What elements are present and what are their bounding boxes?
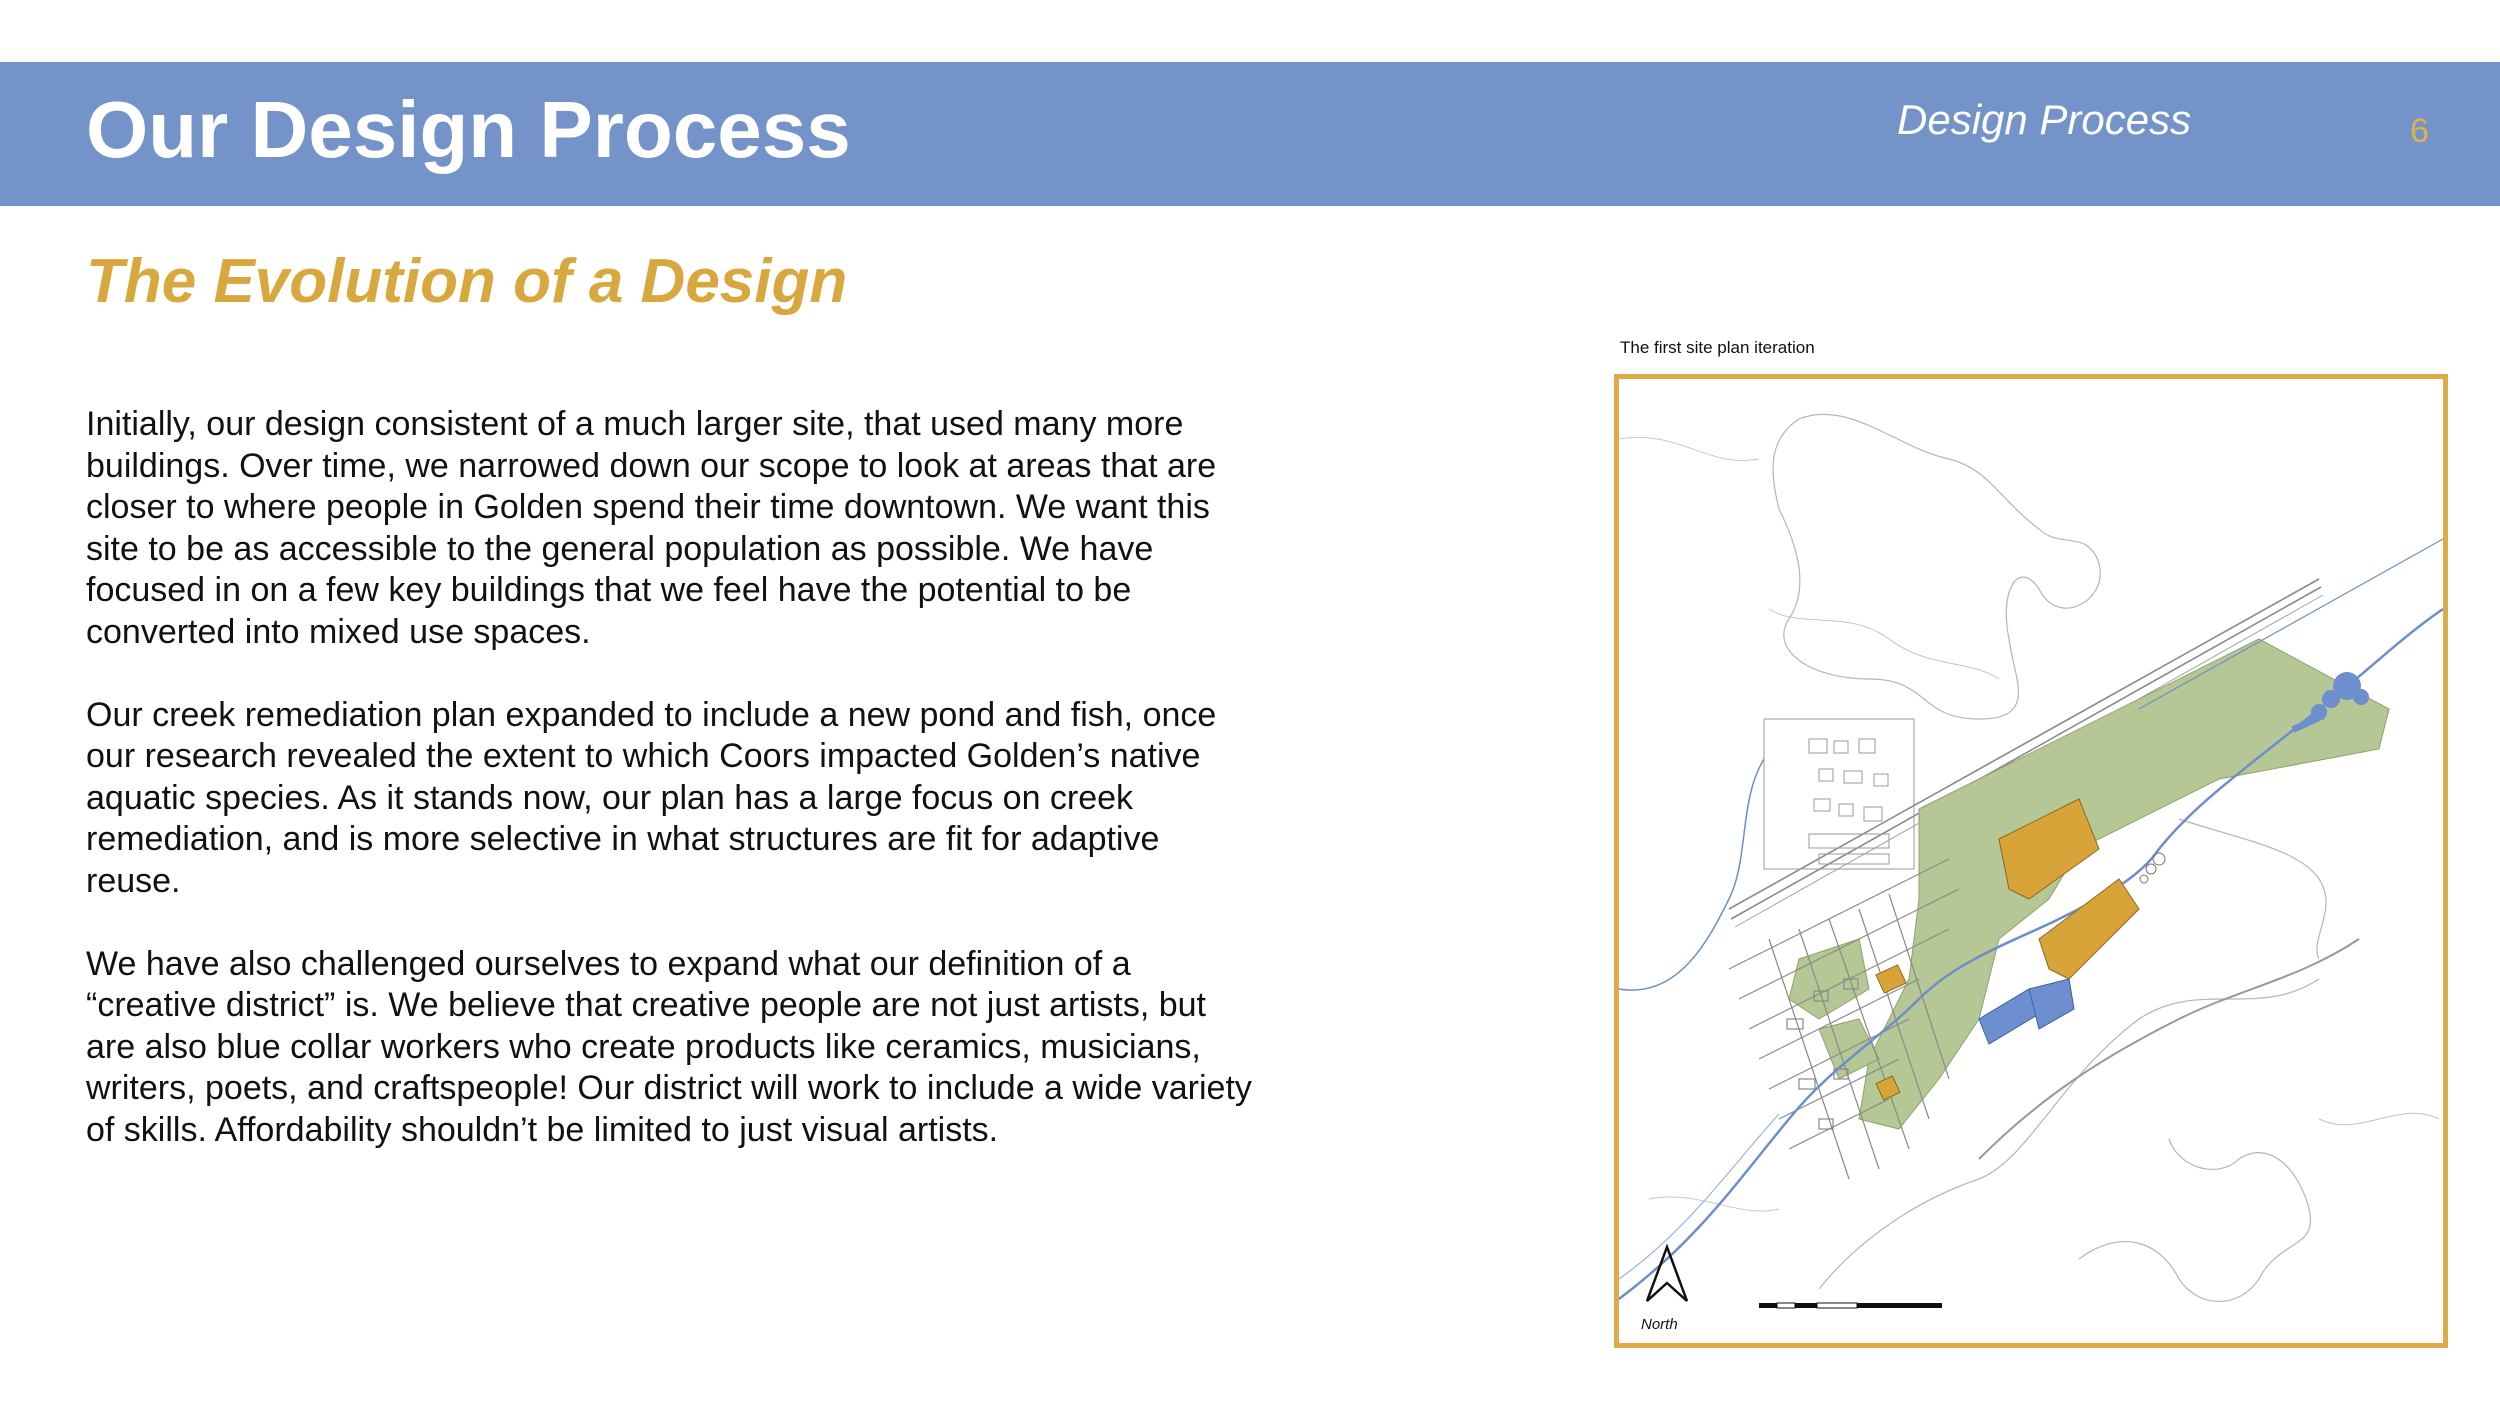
- building-reuse: [1876, 965, 1906, 993]
- slide-title: Our Design Process: [86, 85, 851, 174]
- slide-subtitle: The Evolution of a Design: [86, 247, 848, 316]
- creek: [1619, 1114, 1779, 1279]
- figure-caption: The first site plan iteration: [1620, 338, 1815, 357]
- north-arrow-icon: [1647, 1247, 1687, 1301]
- terrain-contour: [1773, 414, 2100, 719]
- site-plan-drawing: [1619, 379, 2443, 1343]
- terrain-contour: [2079, 1139, 2311, 1302]
- residential-blocks-north: [1764, 719, 1914, 869]
- page-number: 6: [2410, 112, 2429, 150]
- building-reuse: [2039, 879, 2139, 979]
- paragraph-creative-district: We have also challenged ourselves to expand what our definition of a “creative district” is. We believe that creative people are not just artists, but are also blue collar workers who create products like ceramics, musicians, writers, poets, and craftspeople! Our district will work to include a wide variety of skills. Affordability shouldn’t be limited to just visual artists.: [86, 944, 1252, 1149]
- building-new: [2029, 979, 2074, 1029]
- building-new: [1979, 989, 2039, 1044]
- body-text: [86, 404, 1256, 1193]
- highway: [1979, 939, 2359, 1159]
- paragraph-site-scope: Initially, our design consistent of a much larger site, that used many more buildings. Over time, we narrowed down our scope to look at areas that are closer to where people in Golden spend their time downtown. We want this site to be as accessible to the general population as possible. We have focused in on a few key buildings that we feel have the potential to be converted into mixed use spaces.: [86, 405, 1217, 651]
- terrain-contour: [1769, 609, 1999, 679]
- site-plan-map: [1614, 374, 2448, 1348]
- creek-tributary: [1619, 759, 1764, 990]
- terrain-contour: [2179, 819, 2326, 959]
- section-label: Design Process: [1897, 96, 2192, 143]
- scale-bar: [1759, 1303, 1942, 1308]
- terrain-contour: [1619, 437, 1759, 460]
- terrain-contour: [2319, 1113, 2439, 1125]
- north-label: North: [1641, 1316, 1678, 1333]
- paragraph-creek-remediation: Our creek remediation plan expanded to include a new pond and fish, once our research revealed the extent to which Coors impacted Golden’s native aquatic species. As it stands now, our plan has a large focus on creek remediation, and is more selective in what structures are fit for adaptive reuse.: [86, 695, 1217, 900]
